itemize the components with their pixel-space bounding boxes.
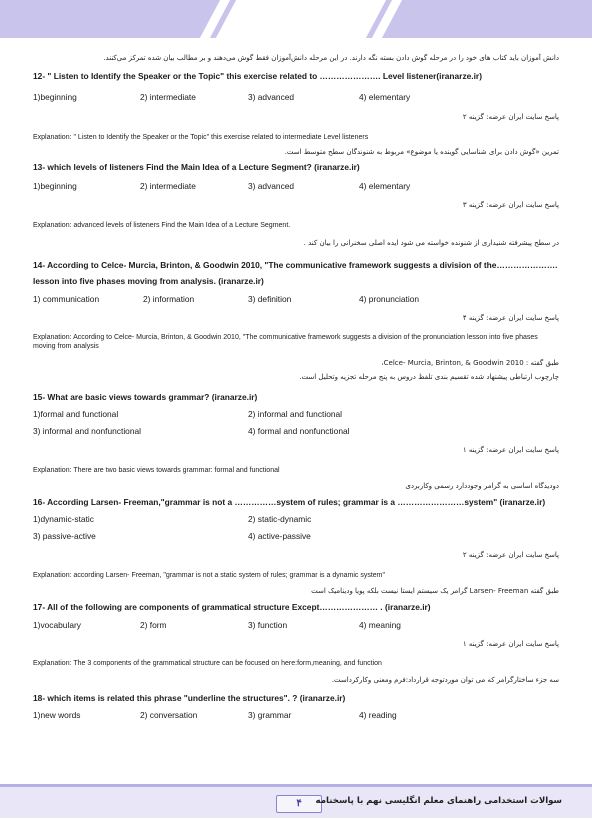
footer-title: سوالات استخدامی راهنمای معلم انگلیسی نهم با پاسخنامه — [315, 796, 562, 806]
header-stripe — [213, 0, 390, 38]
persian-14: چارچوب ارتباطی پیشنهاد شده تقسیم بندی تلفظ دروس به پنج مرحله تجزیه وتحلیل است. — [299, 372, 559, 381]
option: 1)beginning — [33, 181, 77, 192]
option: 2) intermediate — [140, 92, 196, 102]
option: 2) information — [143, 293, 195, 304]
answer-15: پاسخ سایت ایران عرضه: گزینه ۱ — [462, 445, 559, 454]
option: 2) intermediate — [140, 181, 196, 192]
options-16 — [33, 514, 559, 524]
options-13 — [33, 181, 559, 191]
option: 3) advanced — [248, 92, 295, 102]
option: 1)dynamic-static — [33, 513, 94, 524]
option: 3) definition — [248, 293, 292, 304]
answer-14: پاسخ سایت ایران عرضه: گزینه ۴ — [462, 313, 559, 322]
answer-16: پاسخ سایت ایران عرضه: گزینه ۲ — [462, 550, 559, 559]
option: 4) formal and nonfunctional — [248, 425, 350, 436]
persian-12: تمرین «گوش دادن برای شناسایی گوینده یا موضوع» مربوط به شنوندگان سطح متوسط است. — [284, 148, 559, 157]
question-16: 16- According Larsen- Freeman,"grammar is not a ……………system of rules; grammar is a ……………………system" (iranarze.ir) — [33, 496, 546, 507]
persian-14: طبق گفته : Celce- Murcia, Brinton, & Goodwin 2010، — [381, 358, 559, 367]
option: 3) grammar — [248, 709, 292, 720]
answer-12: پاسخ سایت ایران عرضه: گزینه ۲ — [462, 113, 559, 121]
options-12 — [33, 92, 559, 102]
option: 1)vocabulary — [33, 620, 81, 631]
question-13: 13- which levels of listeners Find the Main Idea of a Lecture Segment? (iranarze.ir) — [33, 162, 360, 173]
option: 4) elementary — [359, 181, 411, 192]
question-15: 15- What are basic views towards grammar? (iranarze.ir) — [33, 391, 258, 402]
explanation-16: Explanation: according Larsen- Freeman, "grammar is not a static system of rules; grammar is a dynamic system" — [33, 571, 385, 579]
page-number: ۴ — [276, 795, 322, 813]
option: 3) advanced — [248, 181, 295, 192]
question-12: 12- " Listen to Identify the Speaker or the Topic" this exercise related to …………………. Level listener(iranarze.ir) — [33, 71, 482, 81]
option: 4) pronunciation — [359, 293, 420, 304]
question-14: 14- According to Celce- Murcia, Brinton, & Goodwin 2010, "The communicative framework suggests a division of the…………………. lesson into five phases moving from analysis. (iranarze.ir) — [33, 259, 558, 287]
intro-text: دانش آموزان باید کتاب های خود را در مرحله گوش دادن بسته نگه دارند. در این مرحله دانش‌آموزان فقط گوش می‌دهند و بر مطالب بیان شده تمرکز می‌کنند. — [103, 54, 559, 62]
option: 2) form — [140, 620, 167, 631]
options-18 — [33, 710, 559, 720]
options-15 — [33, 426, 559, 436]
option: 3) informal and nonfunctional — [33, 425, 142, 436]
option: 2) static-dynamic — [248, 513, 312, 524]
option: 3) passive-active — [33, 530, 96, 541]
option: 2) conversation — [140, 709, 198, 720]
options-17 — [33, 620, 559, 630]
page-header-band — [0, 0, 592, 38]
question-17: 17- All of the following are components of grammatical structure Except………………… . (iranarze.ir) — [33, 602, 431, 613]
question-18: 18- which items is related this phrase "underline the structures". ? (iranarze.ir) — [33, 692, 346, 703]
answer-13: پاسخ سایت ایران عرضه: گزینه ۳ — [462, 201, 559, 210]
options-15 — [33, 409, 559, 419]
option: 4) active-passive — [248, 530, 311, 541]
answer-17: پاسخ سایت ایران عرضه: گزینه ۱ — [462, 640, 559, 649]
options-14 — [33, 294, 559, 304]
option: 1)new words — [33, 709, 81, 720]
option: 4) reading — [359, 709, 397, 720]
option: 2) informal and functional — [248, 408, 343, 419]
page-footer — [0, 784, 592, 820]
persian-15: دودیدگاه اساسی به گرامر وجوددارد رسمی وکاربردی — [405, 481, 559, 490]
persian-17: سه جزء ساختارگرامر که می توان موردتوجه قرارداد:فرم ومعنی وکارکرداست. — [331, 675, 559, 684]
explanation-17: Explanation: The 3 components of the grammatical structure can be focused on here:form,meaning, and function — [33, 660, 382, 668]
page-content — [33, 44, 559, 720]
explanation-13: Explanation: advanced levels of listeners Find the Main Idea of a Lecture Segment. — [33, 222, 291, 230]
persian-16: طبق گفته Larsen- Freeman گرامر یک سیستم ایستا نیست بلکه پویا ودینامیک است — [311, 587, 559, 596]
option: 4) meaning — [359, 620, 401, 631]
option: 1)beginning — [33, 92, 77, 102]
persian-13: در سطح پیشرفته شنیداری از شنونده خواسته می شود ایده اصلی سخنرانی را بیان کند . — [303, 238, 559, 247]
explanation-15: Explanation: There are two basic views towards grammar: formal and functional — [33, 466, 280, 474]
options-16 — [33, 531, 559, 541]
option: 4) elementary — [359, 92, 411, 102]
option: 1) communication — [33, 293, 100, 304]
option: 1)formal and functional — [33, 408, 119, 419]
explanation-14: Explanation: According to Celce- Murcia, Brinton, & Goodwin 2010, "The communicative framework suggests a division of the pronunciation lesson into five phases moving from analysis — [33, 333, 538, 351]
explanation-12: Explanation: " Listen to Identify the Speaker or the Topic" this exercise related to intermediate Level listeners — [33, 134, 369, 141]
option: 3) function — [248, 620, 288, 631]
